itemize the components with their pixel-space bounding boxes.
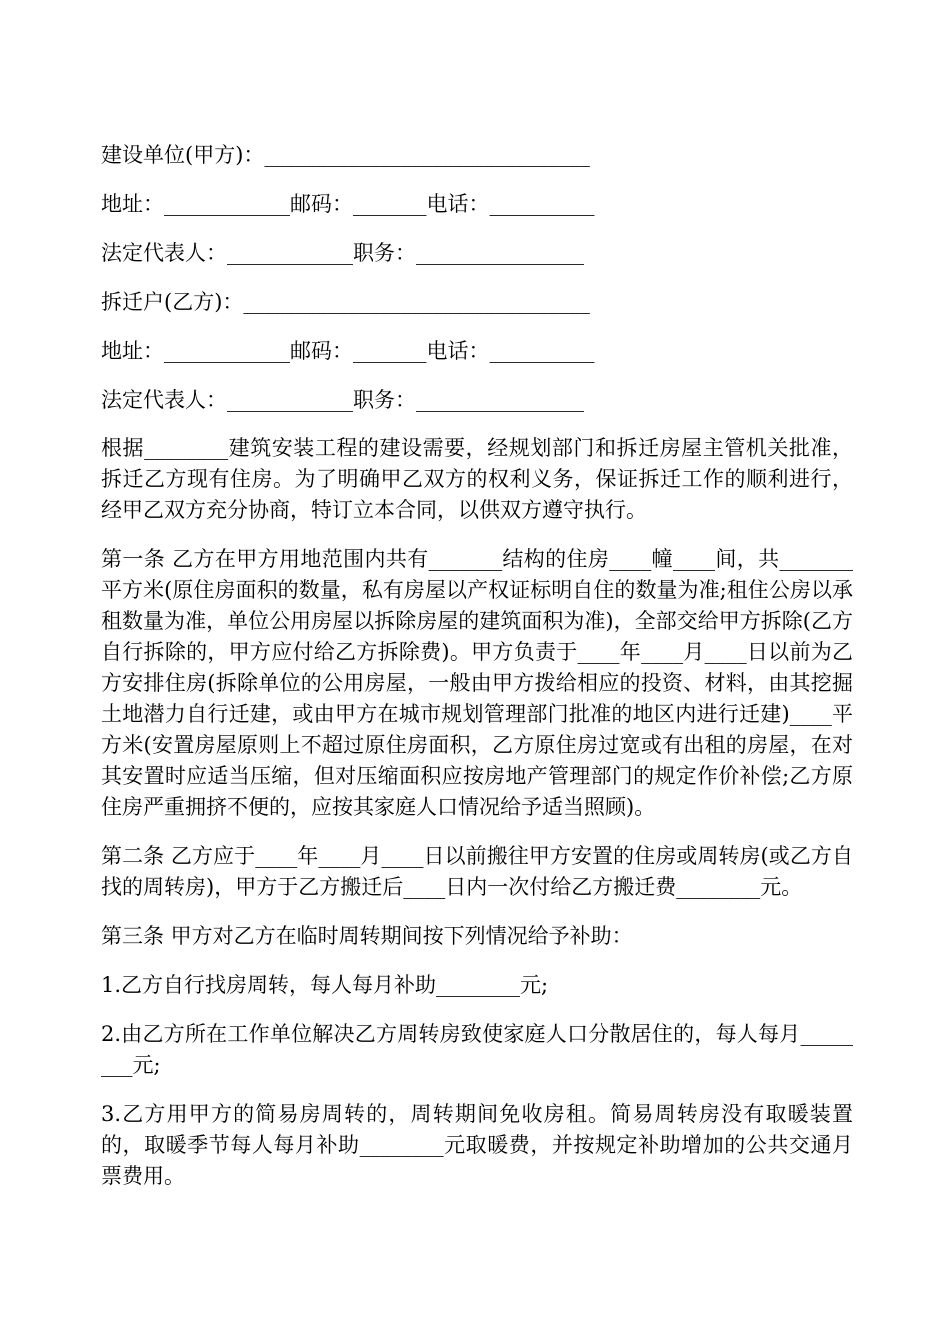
party-b-representative-line: 法定代表人：____________职务：________________ (101, 388, 584, 412)
party-b-contact-line: 地址：____________邮码：_______电话：__________ (101, 339, 595, 363)
article-3-item-3: 3.乙方用甲方的简易房周转的，周转期间免收房租。简易周转房没有取暖装置的，取暖季节每人每月补助________元取暖费，并按规定补助增加的公共交通月票费用。 (101, 1102, 853, 1188)
contract-body (101, 139, 853, 1210)
party-b-household-line: 拆迁户(乙方)：_________________________________ (101, 290, 590, 314)
article-3-item-1: 1.乙方自行找房周转，每人每月补助________元; (101, 973, 549, 997)
article-3-item-2: 2.由乙方所在工作单位解决乙方周转房致使家庭人口分散居住的，每人每月________元; (101, 1022, 853, 1077)
party-a-representative-line: 法定代表人：____________职务：________________ (101, 241, 584, 265)
article-2: 第二条 乙方应于____年____月____日以前搬往甲方安置的住房或周转房(或乙方自找的周转房)，甲方于乙方搬迁后____日内一次付给乙方搬迁费________元。 (101, 844, 853, 899)
article-3: 第三条 甲方对乙方在临时周转期间按下列情况给予补助： (101, 924, 633, 948)
article-1: 第一条 乙方在甲方用地范围内共有_______结构的住房____幢____间，共_______平方米(原住房面积的数量，私有房屋以产权证标明自住的数量为准;租住公房以承租数量为准，单位公用房屋以拆除房屋的建筑面积为准)，全部交给甲方拆除(乙方自行拆除的，甲方应付给乙方拆除费)。甲方负责于____年____月____日以前为乙方安排住房(拆除单位的公用房屋，一般由甲方拨给相应的投资、材料，由其挖掘土地潜力自行迁建，或由甲方在城市规划管理部门批准的地区内进行迁建)____平方米(安置房屋原则上不超过原住房面积，乙方原住房过宽或有出租的房屋，在对其安置时应适当压缩，但对压缩面积应按房地产管理部门的规定作价补偿;乙方原住房严重拥挤不便的，应按其家庭人口情况给予适当照顾)。 (101, 547, 853, 819)
preamble-paragraph: 根据________建筑安装工程的建设需要，经规划部门和拆迁房屋主管机关批准，拆迁乙方现有住房。为了明确甲乙双方的权利义务，保证拆迁工作的顺利进行，经甲乙双方充分协商，特订立本合同，以供双方遵守执行。 (101, 436, 853, 522)
party-a-contact-line: 地址：____________邮码：_______电话：__________ (101, 192, 595, 216)
party-a-unit-line: 建设单位(甲方)：_______________________________ (101, 143, 590, 167)
